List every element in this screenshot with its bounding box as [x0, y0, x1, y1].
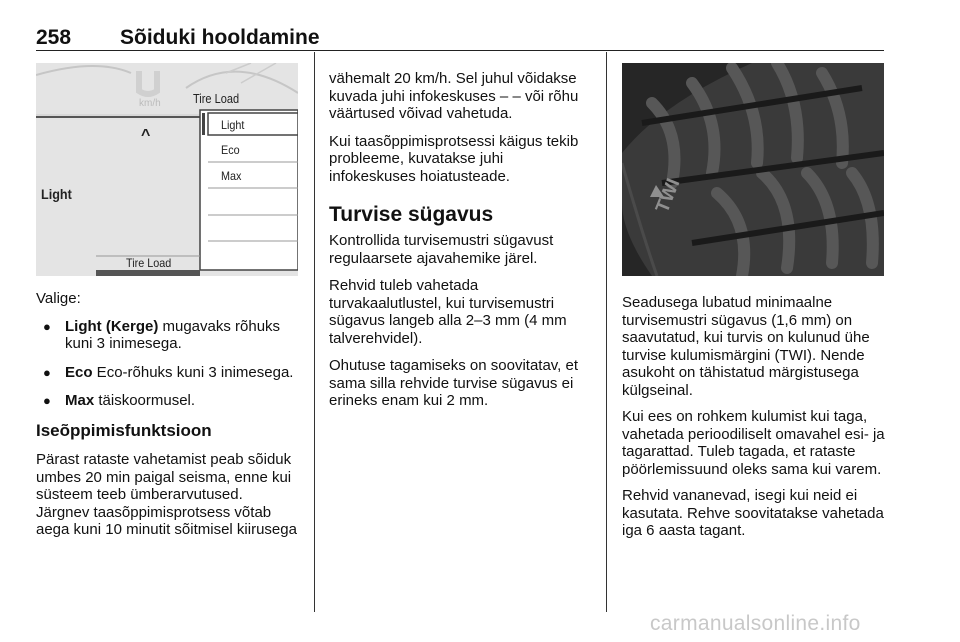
selected-mode-label: Light	[41, 186, 72, 202]
tread-check-paragraph: Kontrollida turvisemustri sügavust regulaarsete ajavahemike järel.	[329, 232, 554, 267]
column-2	[329, 70, 591, 420]
tread-graphics	[622, 63, 884, 276]
column-3	[622, 294, 890, 549]
tire-aging-paragraph: Rehvid vananevad, isegi kui neid ei kasutata. Rehve soovitatakse vahetada iga 6 aasta tagant.	[622, 487, 884, 539]
page-number: 258	[36, 26, 72, 49]
rotation-paragraph: Kui ees on rohkem kulumist kui taga, vahetada perioodiliselt omavahel esi- ja tagarattad. Tuleb tagada, et rataste pöörlemissuund oleks sama kui varem.	[622, 408, 885, 478]
option-max-term: Max	[65, 392, 95, 409]
option-light	[36, 318, 300, 353]
menu-item-max: Max	[221, 169, 242, 183]
page-header	[36, 24, 884, 51]
relearn-paragraph: vähemalt 20 km/h. Sel juhul võidakse kuvada juhi infokeskuses ‒ ‒ või rõhu väärtused võivad vahetuda.	[329, 70, 579, 122]
cluster-graphics	[36, 63, 298, 276]
relearn-problem-paragraph: Kui taasõppimisprotsessi käigus tekib probleeme, kuvatakse juhi infokeskuses hoiatusteade.	[329, 132, 579, 185]
tread-depth-heading: Turvise sügavus	[329, 203, 494, 226]
twi-marking: TWI	[652, 175, 685, 216]
option-max	[36, 392, 300, 410]
legal-minimum-paragraph: Seadusega lubatud minimaalne turvisemustri sügavus (1,6 mm) on saavutatud, kui turvis on kulunud ühe turvise kulumismärgini (TWI). Nende asukoht on tähistatud märgistusega külgseinal.	[622, 294, 870, 399]
self-learning-paragraph: Pärast rataste vahetamist peab sõiduk umbes 20 min paigal seisma, enne kui süsteem teeb ümberarvutused. Järgnev taasõppimisprotsess võtab aega kuni 10 minutit sõitmisel kiirusega	[36, 451, 297, 538]
tire-load-footer-label: Tire Load	[126, 256, 172, 270]
tread-replace-paragraph: Rehvid tuleb vahetada turvakaalutlustel, kui turvisemustri sügavus langeb alla 2–3 mm (4 mm talverehvidel).	[329, 277, 567, 347]
column-1	[36, 290, 300, 549]
mode-options-list	[36, 318, 300, 410]
option-eco-term: Eco	[65, 363, 93, 381]
option-eco	[36, 364, 300, 382]
tread-axle-paragraph: Ohutuse tagamiseks on soovitatav, et sama silla rehvide turvise sügavus ei erineks enam kui 2 mm.	[329, 357, 579, 409]
watermark: carmanualsonline.info	[650, 612, 861, 635]
option-light-desc: mugavaks rõhuks kuni 3 inimesega.	[65, 317, 281, 352]
option-light-term: Light (Kerge)	[65, 317, 159, 335]
option-max-desc: täiskoormusel.	[94, 392, 196, 409]
menu-item-eco: Eco	[221, 143, 240, 157]
tire-load-back-label: Tire Load	[193, 92, 240, 106]
tire-load-menu-illustration	[36, 63, 298, 276]
chapter-title: Sõiduki hooldamine	[120, 26, 320, 49]
speed-unit-label: km/h	[139, 98, 161, 109]
option-eco-desc: Eco-rõhuks kuni 3 inimesega.	[92, 363, 294, 381]
menu-item-light: Light	[221, 118, 245, 132]
options-intro: Valige:	[36, 290, 81, 307]
tire-tread-photo	[622, 63, 884, 276]
column-divider-right	[606, 52, 607, 612]
self-learning-heading: Iseõppimisfunktsioon	[36, 420, 212, 440]
arrow-up-icon: ^	[141, 127, 151, 144]
column-divider-left	[314, 52, 315, 612]
